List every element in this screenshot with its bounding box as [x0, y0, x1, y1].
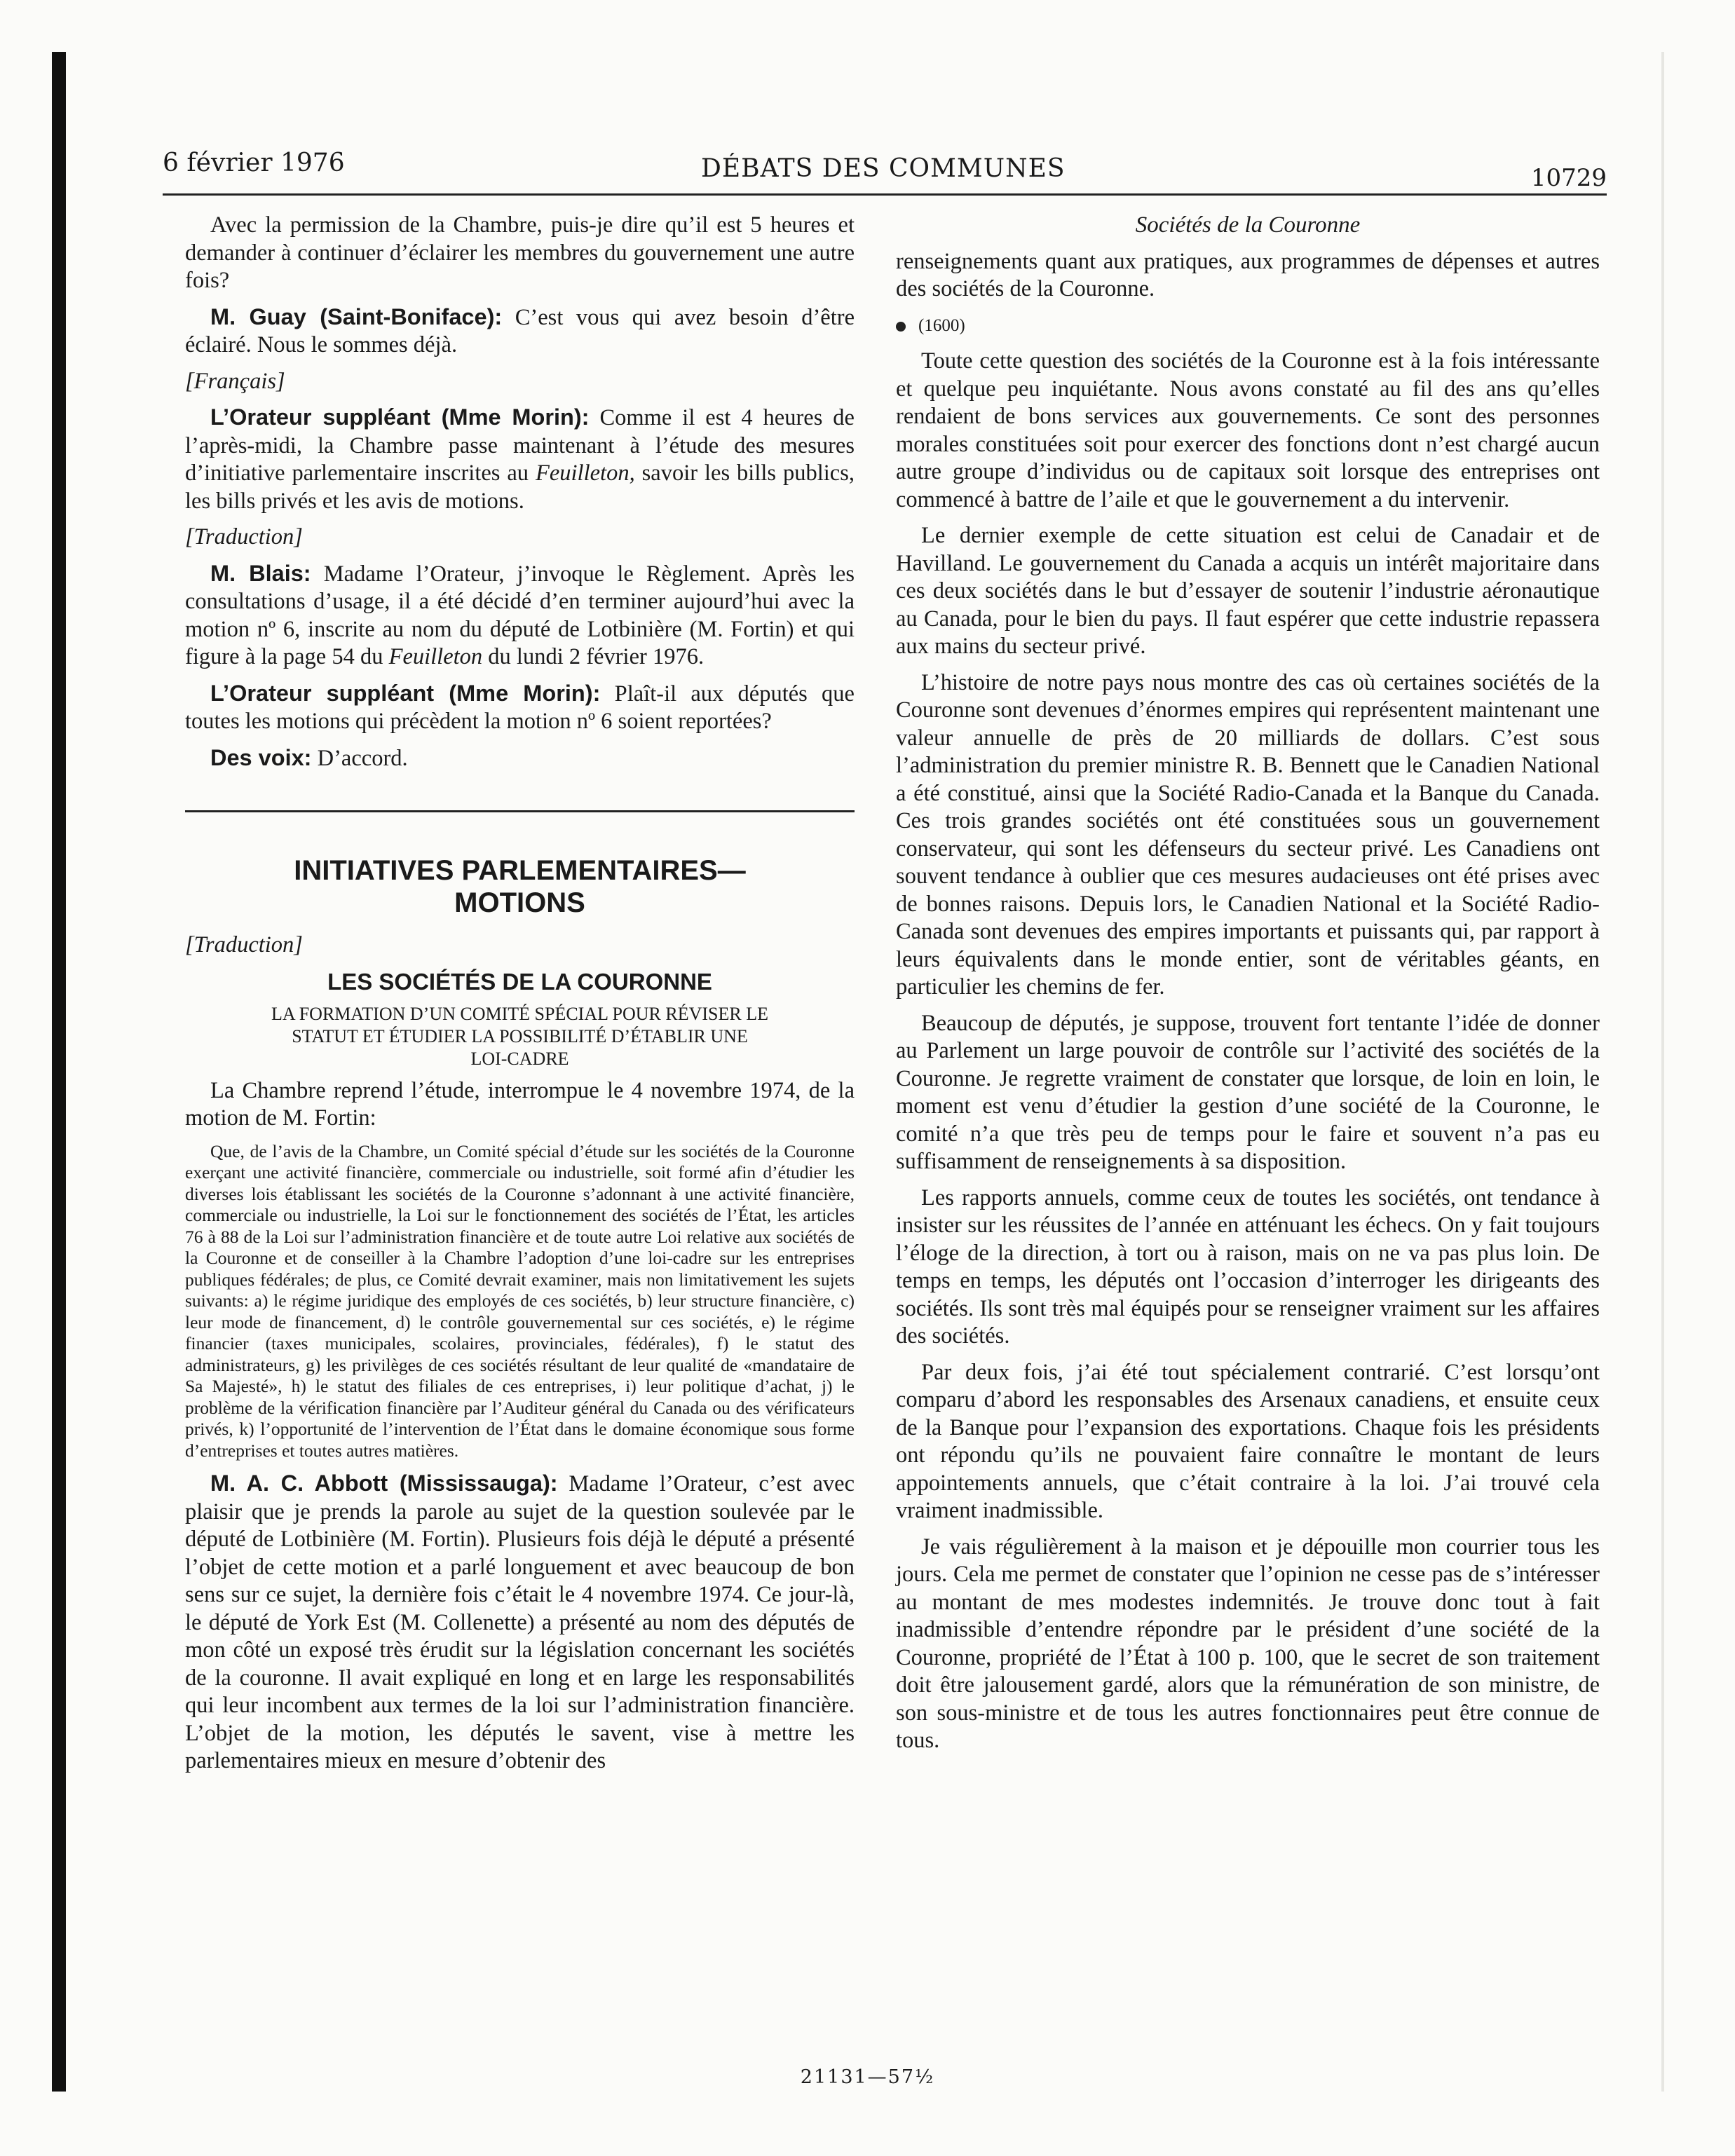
- speaker-name: L’Orateur suppléant (Mme Morin):: [210, 680, 601, 706]
- section-divider: [185, 810, 855, 812]
- paragraph: [185, 404, 855, 515]
- speech-text: C’est vous qui avez besoin d’être éclairé. Nous le sommes déjà.: [185, 304, 855, 357]
- speech-text: du lundi 2 février 1976.: [482, 644, 705, 669]
- header-date: 6 février 1976: [163, 149, 345, 177]
- bullet-icon: [896, 322, 906, 332]
- speaker-name: Des voix:: [210, 744, 312, 770]
- section-heading: [185, 854, 855, 919]
- scan-edge-shadow: [1661, 52, 1664, 2092]
- speech-text: Madame l’Orateur, j’invoque le Règlement. Après les consultations d’usage, il a été décidé d’en terminer aujourd’hui avec la motion nº 6, inscrite au nom du député de Lotbinière (M. Fortin) et qui figure à la page 54 du: [185, 561, 855, 669]
- paragraph: Avec la permission de la Chambre, puis-je dire qu’il est 5 heures et demander à continuer d’éclairer les membres du gouvernement une autre fois?: [185, 212, 855, 293]
- paragraph: [185, 560, 855, 671]
- subheading-motion: [185, 1003, 855, 1070]
- speech-text: Plaît-il aux députés que toutes les motions qui précèdent la motion nº 6 soient reportées?: [185, 681, 855, 734]
- header-title: DÉBATS DES COMMUNES: [701, 154, 1066, 183]
- paragraph: Je vais régulièrement à la maison et je dépouille mon courrier tous les jours. Cela me permet de constater que l’opinion ne cesse pas de s’intéresser au montant de mes modestes indemnités. Je trouve donc tout à fait inadmissible d’entendre répondre par le président d’une société de la Couronne, propriété de l’État à 100 p. 100, que le secret de son traitement doit être jalousement gardé, alors que la rémunération de son ministre, de son sous-ministre et de tous les autres fonctionnaires peut être connue de tous.: [896, 1534, 1600, 1753]
- speaker-name: M. A. C. Abbott (Mississauga):: [210, 1471, 558, 1496]
- running-head: Sociétés de la Couronne: [1135, 212, 1361, 238]
- section-heading-line: INITIATIVES PARLEMENTAIRES—: [294, 855, 746, 886]
- paragraph: La Chambre reprend l’étude, interrompue le 4 novembre 1974, de la motion de M. Fortin:: [185, 1077, 855, 1131]
- paragraph: [185, 303, 855, 360]
- italic-text: Feuilleton: [388, 644, 483, 669]
- speech-text: Madame l’Orateur, c’est avec plaisir que je prends la parole au sujet de la question soulevée par le député de Lotbinière (M. Fortin). Plusieurs fois déjà le député a présenté l’objet de cette motion et a parlé longuement et avec beaucoup de bon sens sur ce sujet, la dernière fois c’était le 4 novembre 1974. Ce jour-là, le député de York Est (M. Collenette) a présenté au nom des députés de mon côté un exposé très érudit sur la législation concernant les sociétés de la couronne. Il avait expliqué en long et en large les responsabilités qui leur incombent aux termes de la loi sur l’administration financière. L’objet de la motion, les députés le savent, vise à mettre les parlementaires mieux en mesure d’obtenir des: [185, 1471, 855, 1773]
- page-number: 10729: [1530, 164, 1607, 192]
- right-column: [896, 212, 1600, 1763]
- paragraph: [185, 744, 855, 773]
- speech-text: Comme il est 4 heures de l’après-midi, la Chambre passe maintenant à l’étude des mesures d’initiative parlementaire inscrites au: [185, 405, 855, 486]
- speech-text: savoir les bills publics, les bills privés et les avis de motions.: [185, 460, 855, 514]
- subheading-line: LA FORMATION D’UN COMITÉ SPÉCIAL POUR RÉVISER LE: [271, 1003, 768, 1024]
- paragraph: Par deux fois, j’ai été tout spécialement contrarié. C’est lorsqu’ont comparu d’abord les responsables des Arsenaux canadiens, et ensuite ceux de la Banque pour l’expansion des exportations. Chaque fois les présidents ont répondu qu’ils ne pouvaient faire connaître le montant de leurs appointements annuels, que c’était contraire à la loi. J’ai trouvé cela vraiment inadmissible.: [896, 1359, 1600, 1523]
- scan-binding-edge: [52, 52, 66, 2092]
- left-column: [185, 212, 855, 1784]
- subheading: LES SOCIÉTÉS DE LA COURONNE: [327, 968, 712, 995]
- section-heading-line: MOTIONS: [454, 887, 585, 918]
- paragraph: Beaucoup de députés, je suppose, trouvent fort tentante l’idée de donner au Parlement un large pouvoir de contrôle sur l’activité des sociétés de la Couronne. Je regrette vraiment de constater que lorsque, de loin en loin, le moment est venu d’étudier la gestion d’une société de la Couronne, le comité n’a que très peu de temps pour le faire et souvent n’a pas eu suffisamment de renseignements à sa disposition.: [896, 1010, 1600, 1174]
- speaker-name: M. Guay (Saint-Boniface):: [210, 303, 503, 329]
- page-footer: 21131—57½: [800, 2066, 935, 2088]
- language-tag: [Traduction]: [185, 932, 303, 957]
- paragraph: Toute cette question des sociétés de la Couronne est à la fois intéressante et quelque peu inquiétante. Nous avons constaté au fil des ans qu’elles rendaient de bons services aux gouvernements. Ce sont des personnes morales constituées soit pour exercer des fonctions dont n’est chargé aucun autre groupe d’individus ou de capitaux soit lorsque des entreprises ont commencé à battre de l’aile et que le gouvernement a du intervenir.: [896, 348, 1600, 512]
- time-text: (1600): [918, 315, 965, 335]
- paragraph: [185, 1470, 855, 1775]
- subheading-line: LOI-CADRE: [470, 1048, 569, 1069]
- italic-text: Feuilleton,: [536, 460, 635, 486]
- paragraph: L’histoire de notre pays nous montre des cas où certaines sociétés de la Couronne sont devenues d’énormes empires qui représentent maintenant une valeur annuelle de près de 20 milliards de dollars. C’est sous l’administration du premier ministre R. B. Bennett que le Canadien National a été constitué, ainsi que la Société Radio-Canada et la Banque du Canada. Ces trois grandes sociétés ont été constituées sous un gouvernement conservateur, qui sont les défenseurs du secteur privé. Les Canadiens ont souvent tendance à oublier que ces mesures audacieuses ont été prises avec de bonnes raisons. Depuis lors, le Canadien National et la Société Radio-Canada sont devenues des empires importants et puissants qui, par rapport à leurs équivalents dans le monde entier, sont de véritables géants, en particulier les chemins de fer.: [896, 669, 1600, 999]
- language-tag: [Traduction]: [185, 524, 303, 550]
- subheading-line: STATUT ET ÉTUDIER LA POSSIBILITÉ D’ÉTABLIR UNE: [292, 1025, 748, 1046]
- time-mark: [896, 312, 1600, 340]
- paragraph: renseignements quant aux pratiques, aux programmes de dépenses et autres des sociétés de la Couronne.: [896, 248, 1600, 301]
- paragraph: Les rapports annuels, comme ceux de toutes les sociétés, ont tendance à insister sur les réussites de l’année en atténuant les échecs. On y fait toujours l’éloge de la direction, à tort ou à raison, mais on ne va pas plus loin. De temps en temps, les députés ont l’occasion d’interroger les dirigeants des sociétés. Ils sont très mal équipés pour se renseigner vraiment sur les affaires des sociétés.: [896, 1185, 1600, 1349]
- motion-text: Que, de l’avis de la Chambre, un Comité spécial d’étude sur les sociétés de la Couronne exerçant une activité financière, commerciale ou industrielle, soit formé afin d’étudier les diverses lois établissant les sociétés de la Couronne s’adonnant à une activité financière, commerciale ou industrielle, la Loi sur le fonctionnement des sociétés de l’État, les articles 76 à 88 de la Loi sur l’administration financière et de toute autre Loi relative aux sociétés de la Couronne et de conseiller à la Chambre l’adoption d’une loi-cadre sur les entreprises publiques fédérales; de plus, ce Comité devrait examiner, mais non limitativement les sujets suivants: a) le régime juridique des employés de ces sociétés, b) leur structure financière, c) leur mode de financement, d) le contrôle gouvernemental sur ces sociétés, e) le régime financier (taxes municipales, scolaires, provinciales, fédérales), f) le statut des administrateurs, g) les privilèges de ces sociétés résultant de leur qualité de «mandataire de Sa Majesté», h) le statut des filiales de ces entreprises, i) leur politique d’achat, j) le problème de la vérification financière par l’Auditeur général du Canada ou des vérificateurs privés, k) l’opportunité de l’intervention de l’État dans le domaine économique sous forme d’entreprises et toutes autres matières.: [185, 1140, 855, 1461]
- paragraph: Le dernier exemple de cette situation est celui de Canadair et de Havilland. Le gouvernement du Canada a acquis un intérêt majoritaire dans ces deux sociétés dans le but d’essayer de soutenir l’industrie aéronautique au Canada, pour le bien du pays. Il faut espérer que cette industrie repassera aux mains du secteur privé.: [896, 523, 1600, 659]
- speaker-name: M. Blais:: [210, 560, 311, 586]
- paragraph: [185, 680, 855, 736]
- speech-text: D’accord.: [311, 745, 408, 771]
- page-header: [163, 149, 1607, 196]
- speaker-name: L’Orateur suppléant (Mme Morin):: [210, 404, 590, 430]
- language-tag: [Français]: [185, 368, 285, 394]
